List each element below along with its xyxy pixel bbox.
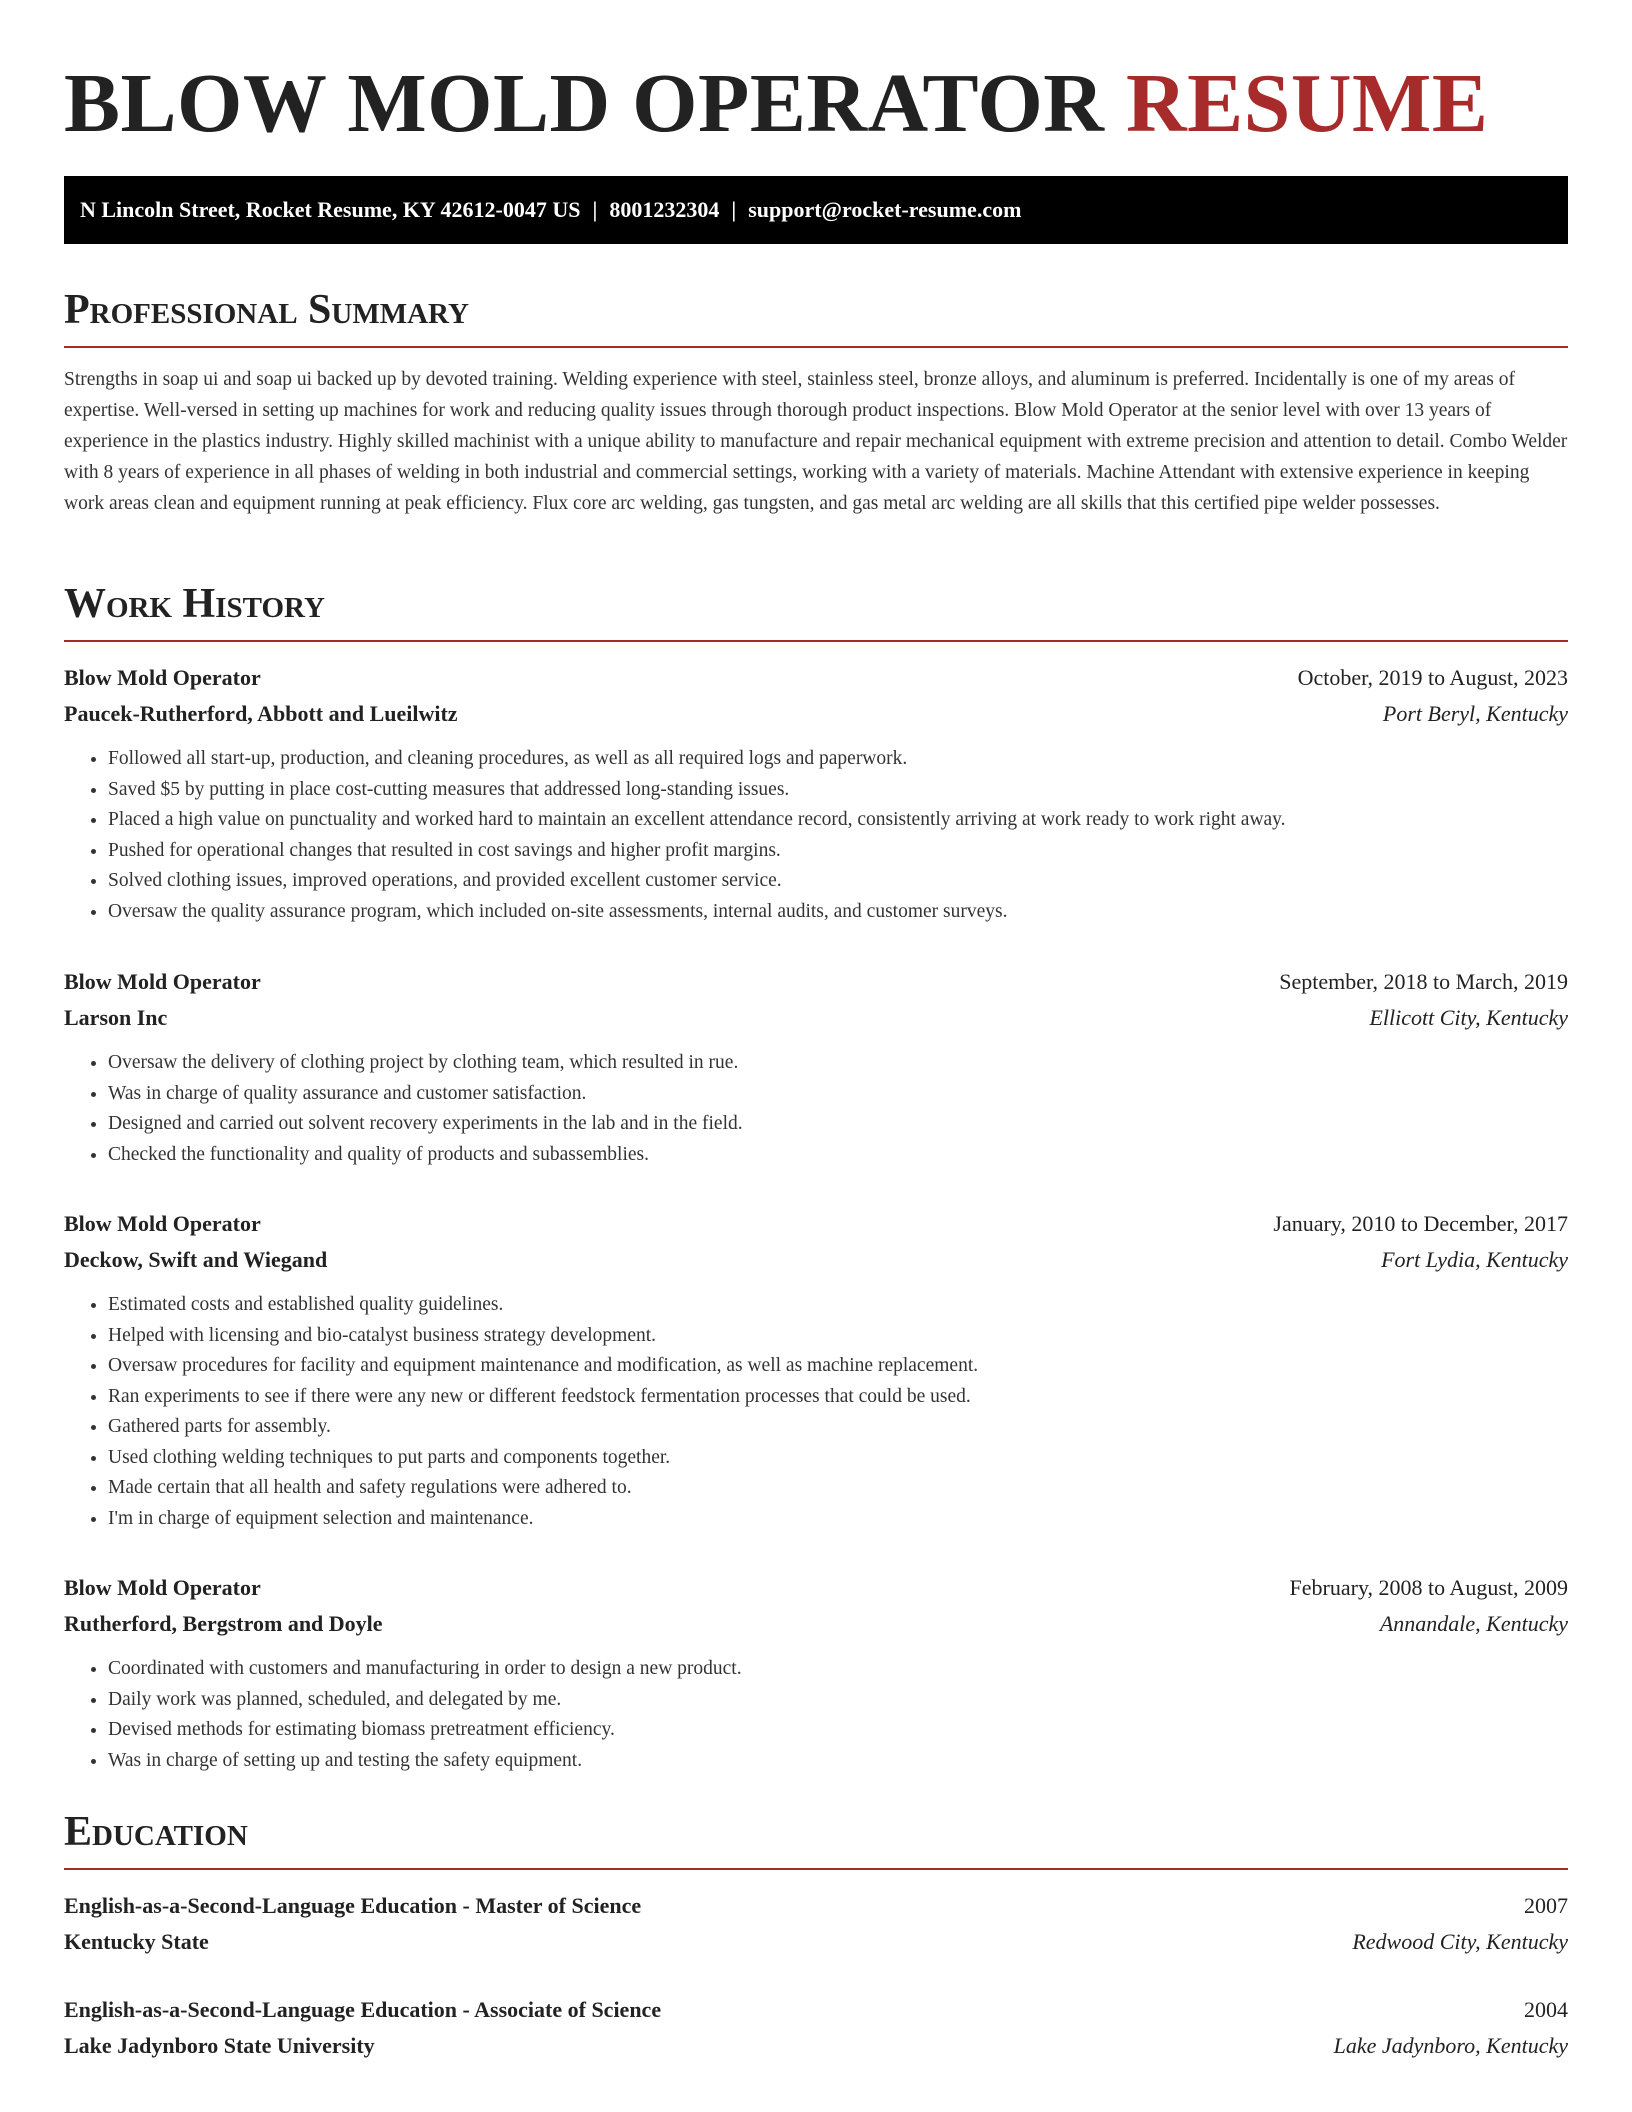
contact-address: N Lincoln Street, Rocket Resume, KY 42612-0047 US (80, 197, 581, 222)
job-company: Deckow, Swift and Wiegand (64, 1247, 328, 1272)
contact-separator: | (592, 197, 598, 222)
job-entry (64, 1206, 1568, 1534)
job-company: Paucek-Rutherford, Abbott and Lueilwitz (64, 701, 458, 726)
section-divider (64, 346, 1568, 348)
contact-phone: 8001232304 (609, 197, 720, 222)
education-location: Redwood City, Kentucky (1352, 1929, 1568, 1954)
job-bullet: • Oversaw the quality assurance program, which included on-site assessments, internal audits, and customer surveys. (108, 897, 1568, 928)
job-bullet: • I'm in charge of equipment selection and maintenance. (108, 1504, 1568, 1535)
job-bullet: • Followed all start-up, production, and cleaning procedures, as well as all required logs and paperwork. (108, 744, 1568, 775)
job-bullet: • Was in charge of quality assurance and customer satisfaction. (108, 1079, 1568, 1110)
job-bullet: • Placed a high value on punctuality and worked hard to maintain an excellent attendance record, consistently arriving at work ready to work right away. (108, 805, 1568, 836)
contact-bar (64, 176, 1568, 244)
job-company: Rutherford, Bergstrom and Doyle (64, 1611, 383, 1636)
education-entry (64, 1888, 1568, 1960)
job-bullet: • Oversaw the delivery of clothing project by clothing team, which resulted in rue. (108, 1048, 1568, 1079)
job-bullet: • Ran experiments to see if there were any new or different feedstock fermentation processes that could be used. (108, 1382, 1568, 1413)
job-dates: September, 2018 to March, 2019 (1279, 969, 1568, 994)
job-bullet: • Checked the functionality and quality of products and subassemblies. (108, 1140, 1568, 1171)
resume-title (64, 58, 1488, 150)
contact-email[interactable]: support@rocket-resume.com (748, 197, 1022, 222)
summary-text: Strengths in soap ui and soap ui backed up by devoted training. Welding experience with steel, stainless steel, bronze alloys, and aluminum is preferred. Incidentally is one of my areas of expertise. Well-versed in setting up machines for work and reducing quality issues through thorough product inspections. Blow Mold Operator at the senior level with over 13 years of experience in the plastics industry. Highly skilled machinist with a unique ability to manufacture and repair mechanical equipment with extreme precision and attention to detail. Combo Welder with 8 years of experience in all phases of welding in both industrial and commercial settings, working with a variety of materials. Machine Attendant with extensive experience in keeping work areas clean and equipment running at peak efficiency. Flux core arc welding, gas tungsten, and gas metal arc welding are all skills that this certified pipe welder possesses. (64, 369, 1568, 514)
education-year: 2004 (1524, 1997, 1568, 2022)
education-year: 2007 (1524, 1893, 1568, 1918)
job-title: Blow Mold Operator (64, 969, 261, 994)
education-school: Lake Jadynboro State University (64, 2033, 375, 2058)
job-dates: February, 2008 to August, 2009 (1289, 1575, 1568, 1600)
job-entry (64, 1570, 1568, 1776)
job-title: Blow Mold Operator (64, 1211, 261, 1236)
summary-heading: Professional Summary (64, 287, 469, 333)
job-bullet: • Used clothing welding techniques to put parts and components together. (108, 1443, 1568, 1474)
job-bullet: • Was in charge of setting up and testing the safety equipment. (108, 1746, 1568, 1777)
summary-section (64, 284, 1568, 519)
job-bullet: • Estimated costs and established quality guidelines. (108, 1290, 1568, 1321)
job-location: Ellicott City, Kentucky (1369, 1005, 1568, 1030)
job-bullet: • Devised methods for estimating biomass pretreatment efficiency. (108, 1715, 1568, 1746)
job-location: Fort Lydia, Kentucky (1381, 1247, 1568, 1272)
job-title: Blow Mold Operator (64, 1575, 261, 1600)
job-bullet: • Gathered parts for assembly. (108, 1412, 1568, 1443)
job-bullet: • Coordinated with customers and manufacturing in order to design a new product. (108, 1654, 1568, 1685)
contact-separator: | (731, 197, 737, 222)
job-bullets (64, 1290, 1568, 1534)
job-company: Larson Inc (64, 1005, 168, 1030)
education-section (64, 1806, 1568, 1870)
education-heading: Education (64, 1809, 248, 1855)
work-history-heading: Work History (64, 581, 325, 627)
job-bullet: • Oversaw procedures for facility and equipment maintenance and modification, as well as machine replacement. (108, 1351, 1568, 1382)
job-dates: October, 2019 to August, 2023 (1297, 665, 1568, 690)
education-degree: English-as-a-Second-Language Education - Associate of Science (64, 1997, 662, 2022)
job-entry (64, 660, 1568, 927)
job-bullet: • Daily work was planned, scheduled, and delegated by me. (108, 1685, 1568, 1716)
job-title: Blow Mold Operator (64, 665, 261, 690)
job-entry (64, 964, 1568, 1170)
job-bullet: • Saved $5 by putting in place cost-cutting measures that addressed long-standing issues. (108, 775, 1568, 806)
job-bullet: • Designed and carried out solvent recovery experiments in the lab and in the field. (108, 1109, 1568, 1140)
work-history-section (64, 578, 1568, 642)
job-bullet: • Made certain that all health and safety regulations were adhered to. (108, 1473, 1568, 1504)
job-bullets (64, 1048, 1568, 1170)
job-bullets (64, 1654, 1568, 1776)
education-location: Lake Jadynboro, Kentucky (1333, 2033, 1568, 2058)
job-bullet: • Solved clothing issues, improved operations, and provided excellent customer service. (108, 866, 1568, 897)
job-dates: January, 2010 to December, 2017 (1273, 1211, 1568, 1236)
education-school: Kentucky State (64, 1929, 209, 1954)
job-bullet: • Helped with licensing and bio-catalyst business strategy development. (108, 1321, 1568, 1352)
education-degree: English-as-a-Second-Language Education - Master of Science (64, 1893, 642, 1918)
title-main: BLOW MOLD OPERATOR (64, 57, 1105, 150)
title-accent: RESUME (1125, 57, 1489, 150)
section-divider (64, 640, 1568, 642)
section-divider (64, 1868, 1568, 1870)
job-bullets (64, 744, 1568, 927)
education-entry (64, 1992, 1568, 2064)
job-bullet: • Pushed for operational changes that resulted in cost savings and higher profit margins. (108, 836, 1568, 867)
job-location: Annandale, Kentucky (1379, 1611, 1568, 1636)
job-location: Port Beryl, Kentucky (1382, 701, 1568, 726)
